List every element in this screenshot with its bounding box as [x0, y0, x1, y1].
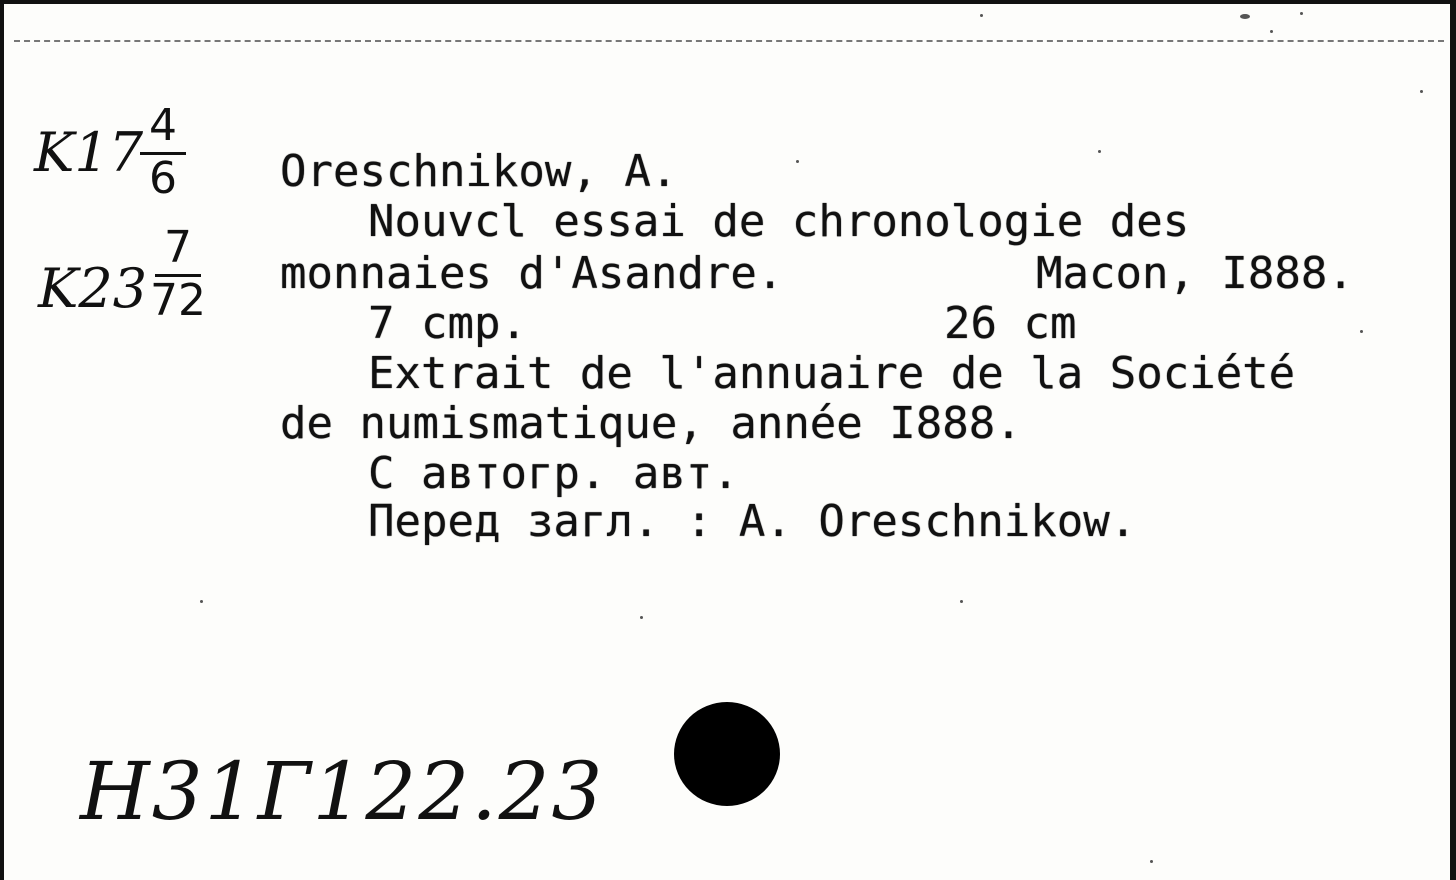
dimensions: 26 cm: [944, 298, 1077, 349]
scan-speck: [200, 600, 203, 603]
title-line-2: monnaies d'Asandre.: [280, 248, 784, 299]
scan-speck: [960, 600, 963, 603]
call-number-2-fraction: [150, 222, 206, 326]
author-heading: Oreschnikow, A.: [280, 146, 678, 197]
card-edge-right: [1450, 0, 1456, 880]
call-number-1-numerator: 4: [149, 100, 177, 151]
card-edge-left: [0, 0, 4, 880]
scan-speck: [796, 160, 799, 163]
title-page-note: Перед загл. : А. Oreschnikow.: [368, 496, 1137, 547]
call-number-1-denominator: 6: [149, 153, 177, 204]
scan-speck: [640, 616, 643, 619]
call-number-2-denominator: 72: [150, 275, 206, 326]
top-dashed-rule: [14, 40, 1444, 42]
note-line-2: de numismatique, année I888.: [280, 398, 1022, 449]
call-number-2-numerator: 7: [164, 222, 192, 273]
scan-speck: [1240, 14, 1250, 19]
note-line-1: Extrait de l'annuaire de la Société: [368, 348, 1296, 399]
scan-speck: [1420, 90, 1423, 93]
scan-speck: [1098, 150, 1101, 153]
scan-speck: [1150, 860, 1153, 863]
scan-speck: [1360, 330, 1363, 333]
card-edge-top: [0, 0, 1456, 4]
imprint: Macon, I888.: [1036, 248, 1354, 299]
title-line-1: Nouvcl essai de chronologie des: [368, 196, 1190, 247]
punch-hole: [674, 702, 780, 806]
call-number-2-prefix: K23: [38, 257, 148, 320]
inventory-number: Н31Г122.23: [80, 745, 605, 838]
call-number-1-prefix: K17: [34, 121, 144, 184]
scan-speck: [1270, 30, 1273, 33]
scan-speck: [1300, 12, 1303, 15]
scan-speck: [980, 14, 983, 17]
autograph-note: С автогр. авт.: [368, 448, 739, 499]
pagination: 7 cmp.: [368, 298, 527, 349]
call-number-1-fraction: [140, 100, 186, 204]
